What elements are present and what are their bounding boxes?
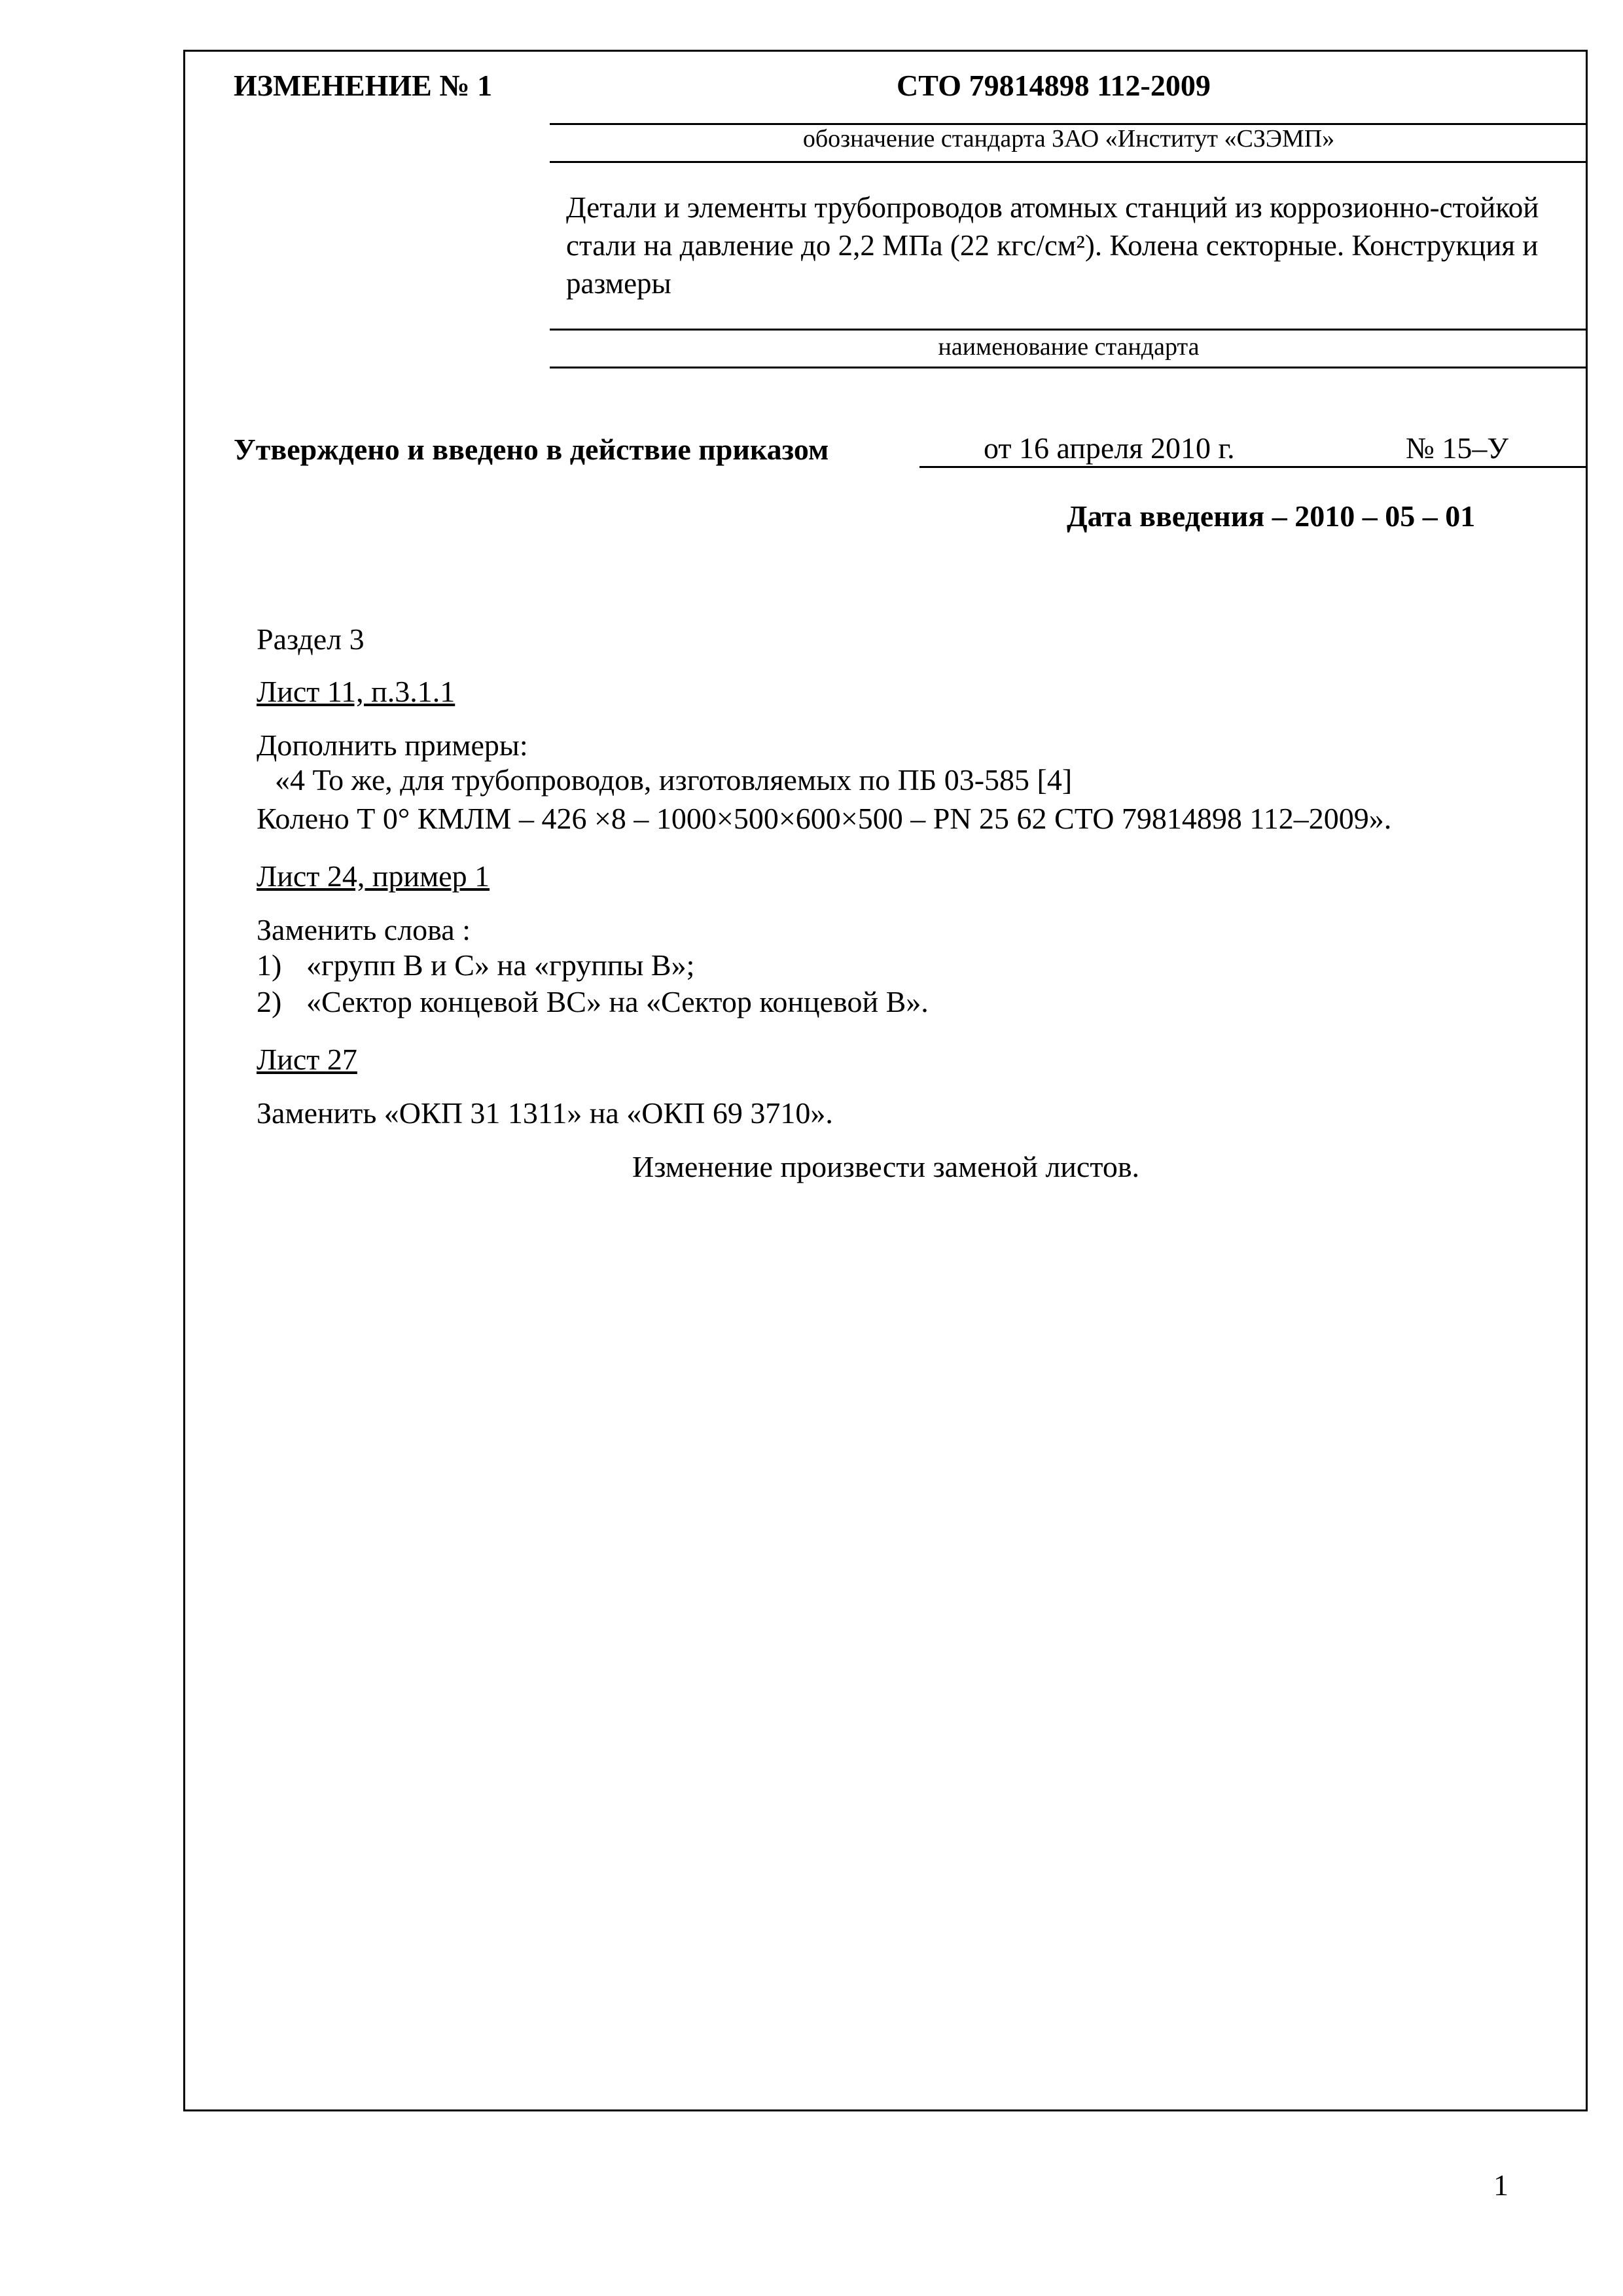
example-line-2: Колено Т 0° КМЛМ – 426 ×8 – 1000×500×600×500 – PN 25 62 СТО 79814898 112–2009». — [257, 802, 1392, 835]
divider-line — [550, 161, 1588, 163]
sheet-11-reference: Лист 11, п.3.1.1 — [257, 675, 455, 708]
sheet-27-reference: Лист 27 — [257, 1043, 357, 1076]
divider-line — [550, 367, 1588, 368]
order-underline — [919, 466, 1588, 468]
supplement-label: Дополнить примеры: — [257, 728, 528, 762]
list-item-number: 2) — [257, 985, 282, 1018]
change-title: ИЗМЕНЕНИЕ № 1 — [234, 69, 493, 102]
example-line-1: «4 То же, для трубопроводов, изготовляемых по ПБ 03-585 [4] — [275, 763, 1073, 797]
effective-date: Дата введения – 2010 – 05 – 01 — [1067, 499, 1476, 533]
standard-name: Детали и элементы трубопроводов атомных станций из коррозионно-стойкой стали на давление до 2,2 МПа (22 кгс/см²). Колена секторные. Конструкция и размеры — [566, 191, 1539, 300]
replace-okp-text: Заменить «ОКП 31 1311» на «ОКП 69 3710». — [257, 1096, 833, 1130]
order-date: от 16 апреля 2010 г. — [984, 431, 1235, 465]
final-note: Изменение произвести заменой листов. — [632, 1150, 1140, 1183]
order-number: № 15–У — [1406, 431, 1508, 465]
standard-number: СТО 79814898 112-2009 — [897, 69, 1211, 102]
list-item: «Сектор концевой ВС» на «Сектор концевой В». — [306, 985, 929, 1018]
name-caption: наименование стандарта — [938, 333, 1200, 361]
list-item-number: 1) — [257, 948, 282, 982]
sheet-24-reference: Лист 24, пример 1 — [257, 859, 490, 893]
divider-line — [550, 329, 1588, 331]
replace-words-label: Заменить слова : — [257, 913, 471, 946]
section-heading: Раздел 3 — [257, 622, 365, 656]
approval-label: Утверждено и введено в действие приказом — [234, 433, 829, 466]
list-item: «групп В и С» на «группы В»; — [306, 948, 695, 982]
designation-caption: обозначение стандарта ЗАО «Институт «СЗЭМП» — [802, 125, 1335, 152]
page-number: 1 — [1493, 2168, 1508, 2202]
